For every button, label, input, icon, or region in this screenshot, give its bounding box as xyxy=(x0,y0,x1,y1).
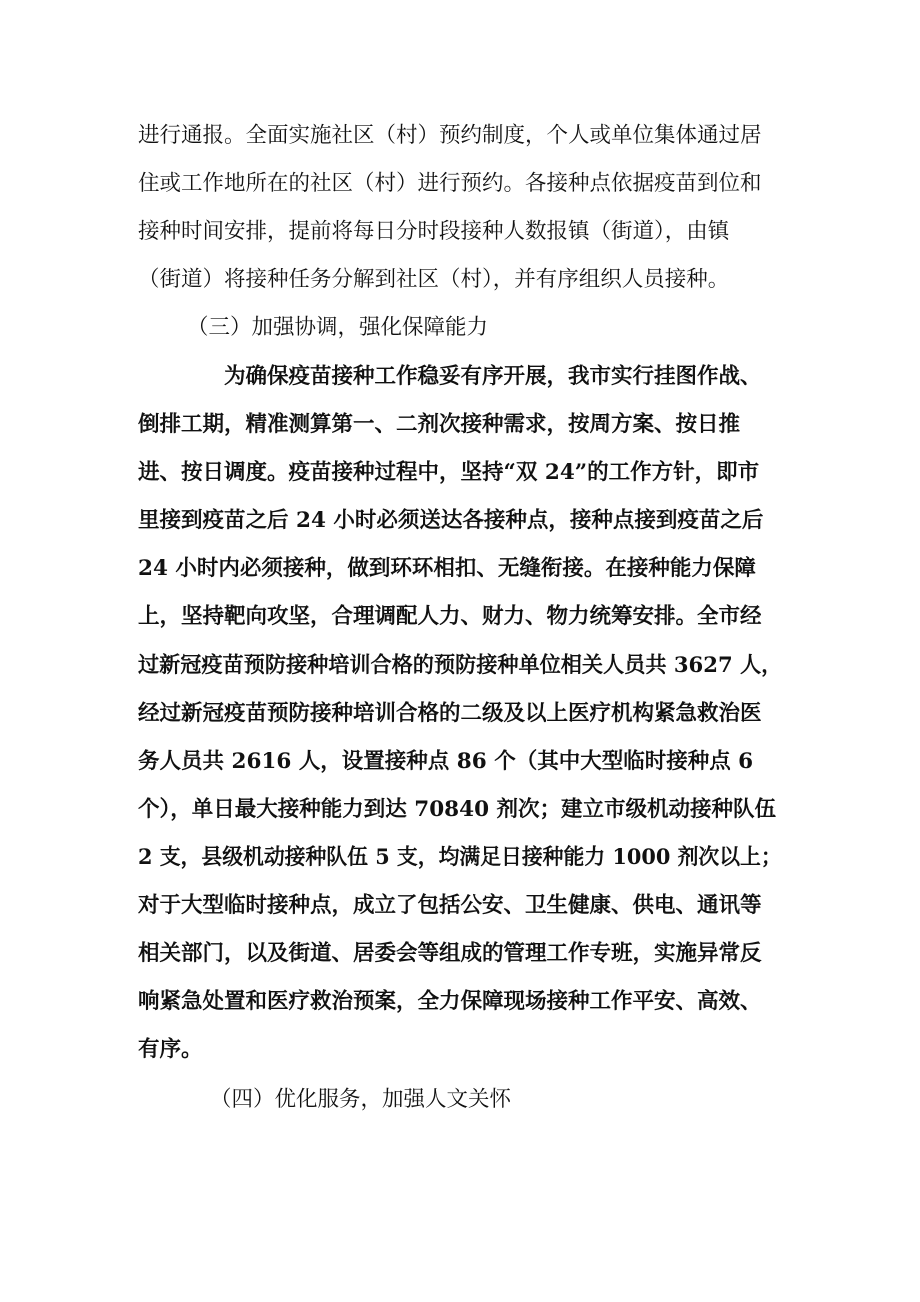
paragraph-line: 24 小时内必须接种，做到环环相扣、无缝衔接。在接种能力保障 xyxy=(138,556,756,581)
paragraph-line: 过新冠疫苗预防接种培训合格的预防接种单位相关人员共 3627 人， xyxy=(138,653,783,678)
paragraph-line: 个），单日最大接种能力到达 70840 剂次；建立市级机动接种队伍 xyxy=(138,797,777,822)
paragraph-line: 响紧急处置和医疗救治预案，全力保障现场接种工作平安、高效、 xyxy=(138,989,762,1014)
paragraph-line: 2 支，县级机动接种队伍 5 支，均满足日接种能力 1000 剂次以上； xyxy=(138,845,782,870)
paragraph-line: 为确保疫苗接种工作稳妥有序开展，我市实行挂图作战、 xyxy=(224,364,762,389)
paragraph-line: 里接到疫苗之后 24 小时必须送达各接种点，接种点接到疫苗之后 xyxy=(138,508,764,533)
paragraph-line: 进行通报。全面实施社区（村）预约制度，个人或单位集体通过居 xyxy=(138,123,762,148)
paragraph-line: 经过新冠疫苗预防接种培训合格的二级及以上医疗机构紧急救治医 xyxy=(138,701,762,726)
paragraph-line: 相关部门，以及街道、居委会等组成的管理工作专班，实施异常反 xyxy=(138,941,762,966)
paragraph-line: 接种时间安排，提前将每日分时段接种人数报镇（街道），由镇 xyxy=(138,219,730,244)
paragraph-line: 上，坚持靶向攻坚，合理调配人力、财力、物力统筹安排。全市经 xyxy=(138,604,762,629)
section-heading-4: （四）优化服务，加强人文关怀 xyxy=(210,1087,512,1112)
paragraph-line: 有序。 xyxy=(138,1037,203,1062)
section-heading-3: （三）加强协调，强化保障能力 xyxy=(187,315,489,340)
paragraph-line: 住或工作地所在的社区（村）进行预约。各接种点依据疫苗到位和 xyxy=(138,171,762,196)
paragraph-line: 倒排工期，精准测算第一、二剂次接种需求，按周方案、按日推 xyxy=(138,412,741,437)
paragraph-line: 进、按日调度。疫苗接种过程中，坚持“双 24”的工作方针，即市 xyxy=(138,460,760,485)
paragraph-line: 对于大型临时接种点，成立了包括公安、卫生健康、供电、通讯等 xyxy=(138,893,762,918)
paragraph-line: （街道）将接种任务分解到社区（村），并有序组织人员接种。 xyxy=(138,267,730,292)
paragraph-line: 务人员共 2616 人，设置接种点 86 个（其中大型临时接种点 6 xyxy=(138,749,754,774)
